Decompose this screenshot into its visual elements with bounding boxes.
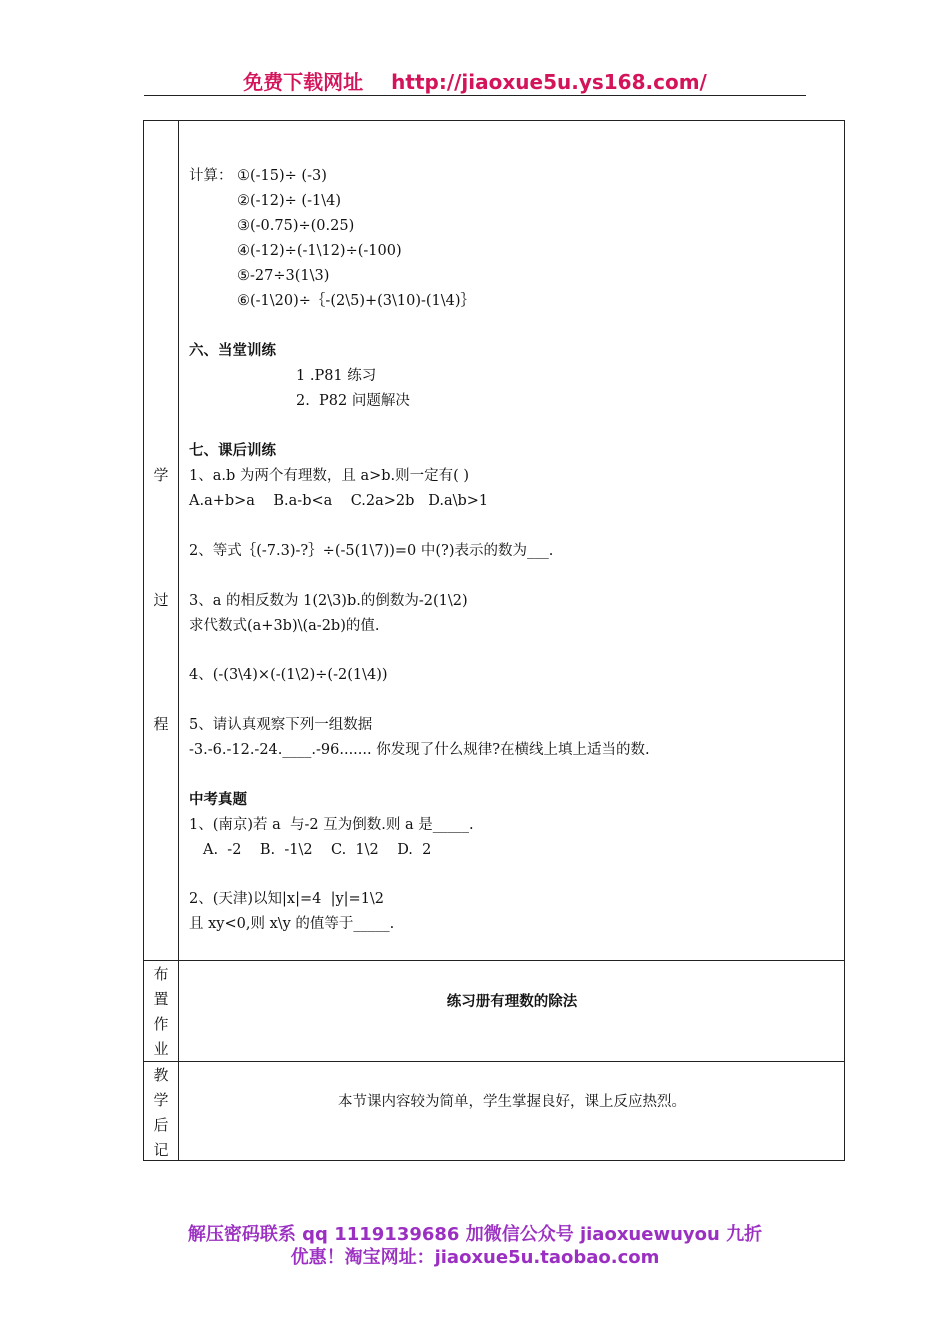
calc-item-4: ④(-12)÷(-1\12)÷(-100)	[237, 243, 402, 259]
section6-heading: 六、当堂训练	[189, 343, 276, 359]
footer-line-1: 解压密码联系 qq 1119139686 加微信公众号 jiaoxuewuyou 九折	[187, 1224, 763, 1245]
exam-q2-line1: 2、(天津)以知|x|=4 |y|=1\2	[189, 891, 385, 907]
section7-q5-line2: -3.-6.-12.-24.____.-96....... 你发现了什么规律?在横线上填上适当的数.	[189, 742, 650, 758]
section7-heading: 七、课后训练	[189, 443, 276, 459]
section7-q3-line1: 3、a 的相反数为 1(2\3)b.的倒数为-2(1\2)	[189, 593, 468, 609]
side-label-homework-4: 业	[153, 1040, 169, 1058]
homework-text: 练习册有理数的除法	[446, 994, 578, 1010]
side-label-cheng: 程	[153, 715, 169, 733]
table-row-divider-1	[143, 960, 845, 961]
side-label-xue: 学	[153, 466, 169, 484]
section7-q3-line2: 求代数式(a+3b)\(a-2b)的值.	[189, 618, 380, 634]
side-label-homework-1: 布	[153, 965, 169, 983]
side-label-reflection-2: 学	[153, 1091, 169, 1109]
section6-item-2: 2. P82 问题解决	[296, 393, 410, 409]
exam-q1: 1、(南京)若 a 与-2 互为倒数.则 a 是_____.	[189, 817, 474, 833]
side-label-reflection-1: 教	[153, 1066, 169, 1084]
page-header	[0, 66, 950, 95]
section7-q2: 2、等式｛(-7.3)-?｝÷(-5(1\7))=0 中(?)表示的数为___.	[189, 543, 554, 559]
table-row-divider-2	[143, 1061, 845, 1062]
calc-item-5: ⑤-27÷3(1\3)	[237, 268, 330, 284]
section6-item-1: 1 .P81 练习	[296, 368, 377, 384]
section7-q1: 1、a.b 为两个有理数，且 a>b.则一定有( )	[189, 468, 470, 484]
side-label-reflection-3: 后	[153, 1116, 169, 1134]
reflection-text: 本节课内容较为简单，学生掌握良好，课上反应热烈。	[338, 1094, 686, 1110]
exam-q2-line2: 且 xy<0,则 x\y 的值等于_____.	[189, 916, 395, 932]
section7-q5-line1: 5、请认真观察下列一组数据	[189, 717, 373, 733]
exam-heading: 中考真题	[189, 792, 247, 808]
exam-q1-options: A. -2 B. -1\2 C. 1\2 D. 2	[203, 842, 432, 858]
calc-item-3: ③(-0.75)÷(0.25)	[237, 218, 355, 234]
side-label-homework-2: 置	[153, 990, 169, 1008]
calc-item-2: ②(-12)÷ (-1\4)	[237, 193, 341, 209]
calc-item-6: ⑥(-1\20)÷｛-(2\5)+(3\10)-(1\4)｝	[237, 293, 476, 309]
footer-line-2: 优惠！淘宝网址：jiaoxue5u.taobao.com	[290, 1247, 660, 1268]
calc-item-1: ①(-15)÷ (-3)	[237, 168, 327, 184]
side-label-guo: 过	[153, 591, 169, 609]
header-url[interactable]: http://jiaoxue5u.ys168.com/	[391, 70, 707, 94]
side-label-reflection-4: 记	[153, 1141, 169, 1159]
section7-q1-options: A.a+b>a B.a-b<a C.2a>2b D.a\b>1	[189, 493, 489, 509]
section7-q4: 4、(-(3\4)×(-(1\2)÷(-2(1\4))	[189, 667, 388, 683]
header-divider	[144, 95, 806, 96]
side-label-homework-3: 作	[153, 1015, 169, 1033]
header-title: 免费下载网址	[243, 70, 364, 94]
calc-label: 计算：	[189, 168, 233, 184]
